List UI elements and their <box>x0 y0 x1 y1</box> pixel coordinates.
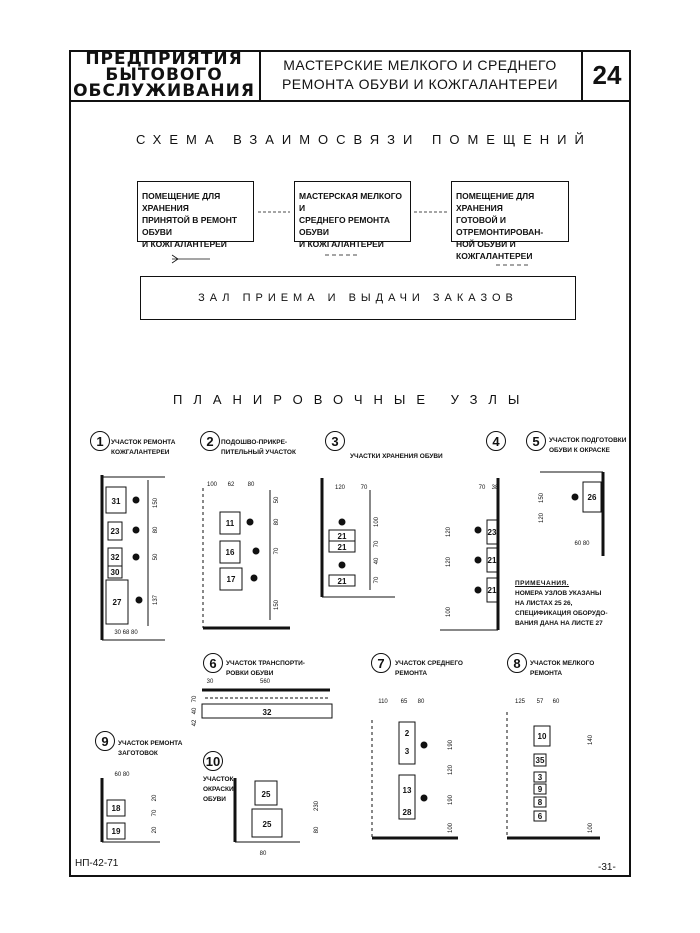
room-line: ПРИНЯТОЙ В РЕМОНТ ОБУВИ <box>142 215 238 237</box>
eq-label: 26 <box>587 493 597 502</box>
dim-label: 57 <box>536 699 544 705</box>
label-line: ОБУВИ <box>203 796 226 803</box>
eq-label: 31 <box>111 497 121 506</box>
dim-label: 70 <box>274 547 280 555</box>
seat-icon <box>339 519 345 525</box>
note-line: НА ЛИСТАХ 25 26, <box>515 600 573 607</box>
dim-label: 70 <box>152 809 158 817</box>
eq-label: 3 <box>537 773 543 782</box>
label-line: ЗАГОТОВОК <box>118 750 158 757</box>
seat-icon <box>421 795 427 801</box>
eq-label: 13 <box>402 786 412 795</box>
unit-8-number: 8 <box>507 653 527 673</box>
label-line: ПИТЕЛЬНЫЙ УЧАСТОК <box>221 449 296 456</box>
dim-label: 80 <box>153 526 159 534</box>
label-line: РЕМОНТА <box>395 670 428 677</box>
units-title: ПЛАНИРОВОЧНЫЕ УЗЛЫ <box>173 392 531 407</box>
seat-icon <box>247 519 253 525</box>
org-line: ОБСЛУЖИВАНИЯ <box>73 81 255 101</box>
eq-label: 21 <box>487 586 497 595</box>
dim-label: 560 <box>259 679 271 685</box>
dim-label: 120 <box>334 485 346 491</box>
dim-label: 150 <box>539 492 545 504</box>
eq-label: 9 <box>537 785 543 794</box>
eq-label: 21 <box>337 543 347 552</box>
sheet-number: 24 <box>592 59 622 90</box>
dim-label: 100 <box>374 516 380 528</box>
label-line: УЧАСТОК МЕЛКОГО <box>530 660 595 667</box>
dim-label: 100 <box>446 606 452 618</box>
unit-10-number: 10 <box>203 751 223 771</box>
dim-label: 80 <box>314 826 320 834</box>
room-line: И КОЖГАЛАНТЕРЕИ <box>299 239 384 249</box>
eq-label: 27 <box>112 598 122 607</box>
room-line: НОЙ ОБУВИ И КОЖГАЛАНТЕРЕИ <box>456 239 533 261</box>
label-line: ОБУВИ К ОКРАСКЕ <box>549 447 610 454</box>
seat-icon <box>475 587 481 593</box>
page-number: -31- <box>598 862 616 873</box>
room-line: СРЕДНЕГО РЕМОНТА ОБУВИ <box>299 215 390 237</box>
dim-label: 100 <box>588 822 594 834</box>
dim-label: 62 <box>227 482 235 488</box>
eq-label: 18 <box>111 804 121 813</box>
unit-2-number: 2 <box>200 431 220 451</box>
dim-label: 50 <box>274 496 280 504</box>
dim-label: 120 <box>448 764 454 776</box>
label-line: УЧАСТОК РЕМОНТА <box>118 740 183 747</box>
title-line: МАСТЕРСКИЕ МЕЛКОГО И СРЕДНЕГО <box>283 57 557 73</box>
unit-4-number: 4 <box>486 431 506 451</box>
dim-label: 70 <box>374 576 380 584</box>
dim-label: 20 <box>152 794 158 802</box>
eq-label: 21 <box>337 532 347 541</box>
hall-reception: ЗАЛ ПРИЕМА И ВЫДАЧИ ЗАКАЗОВ <box>140 276 576 320</box>
dim-label: 50 <box>153 553 159 561</box>
note-line: СПЕЦИФИКАЦИЯ ОБОРУДО- <box>515 610 608 617</box>
eq-label: 6 <box>537 812 543 821</box>
eq-label: 23 <box>110 527 120 536</box>
unit-6-number: 6 <box>203 653 223 673</box>
label-line: ОКРАСКИ <box>203 786 234 793</box>
eq-label: 25 <box>261 790 271 799</box>
dim-label: 120 <box>446 556 452 568</box>
eq-label: 30 <box>110 568 120 577</box>
dim-label: 30 <box>206 679 214 685</box>
eq-label: 3 <box>404 747 410 756</box>
unit-8-plan <box>507 712 600 838</box>
dim-label: 70 <box>478 485 486 491</box>
seat-icon <box>475 527 481 533</box>
dim-label: 120 <box>539 512 545 524</box>
eq-label: 16 <box>225 548 235 557</box>
dim-label: 42 <box>192 719 198 727</box>
seat-icon <box>133 527 139 533</box>
eq-label: 25 <box>262 820 272 829</box>
note-line: НОМЕРА УЗЛОВ УКАЗАНЫ <box>515 590 602 597</box>
eq-label: 21 <box>487 556 497 565</box>
eq-label: 2 <box>404 729 410 738</box>
eq-label: 17 <box>226 575 236 584</box>
eq-label: 28 <box>402 808 412 817</box>
dim-label: 150 <box>274 599 280 611</box>
dim-label: 190 <box>448 739 454 751</box>
scheme-title: СХЕМА ВЗАИМОСВЯЗИ ПОМЕЩЕНИЙ <box>136 132 592 147</box>
eq-label: 35 <box>535 756 545 765</box>
label-line: УЧАСТОК ТРАНСПОРТИ- <box>226 660 305 667</box>
dim-label: 125 <box>514 699 526 705</box>
room-line: ПОМЕЩЕНИЕ ДЛЯ ХРАНЕНИЯ <box>456 191 535 213</box>
eq-label: 19 <box>111 827 121 836</box>
eq-label: 23 <box>487 528 497 537</box>
dim-label: 80 <box>417 699 425 705</box>
unit-9-number: 9 <box>95 731 115 751</box>
room-line: ГОТОВОЙ И ОТРЕМОНТИРОВАН- <box>456 215 544 237</box>
seat-icon <box>421 742 427 748</box>
dim-label: 100 <box>206 482 218 488</box>
eq-label: 11 <box>225 519 235 528</box>
dim-label: 120 <box>446 526 452 538</box>
title-line: РЕМОНТА ОБУВИ И КОЖГАЛАНТЕРЕИ <box>281 76 559 92</box>
unit-3-number: 3 <box>325 431 345 451</box>
seat-icon <box>133 497 139 503</box>
dim-label: 190 <box>448 794 454 806</box>
label-line: ПОДОШВО-ПРИКРЕ- <box>221 439 288 446</box>
org-line: БЫТОВОГО <box>105 65 223 85</box>
dim-label: 38 <box>491 485 499 491</box>
seat-icon <box>251 575 257 581</box>
dim-label: 80 <box>274 518 280 526</box>
eq-label: 32 <box>110 553 120 562</box>
label-line: УЧАСТОК РЕМОНТА <box>111 439 176 446</box>
unit-5-number: 5 <box>526 431 546 451</box>
dim-label: 60 80 <box>114 772 130 778</box>
eq-label: 8 <box>537 798 543 807</box>
seat-icon <box>253 548 259 554</box>
notes-heading: ПРИМЕЧАНИЯ. <box>515 580 570 587</box>
dim-label: 140 <box>588 734 594 746</box>
dim-label: 110 <box>378 699 388 705</box>
scheme-arrows <box>172 212 530 265</box>
dim-label: 230 <box>314 800 320 812</box>
label-line: РЕМОНТА <box>530 670 563 677</box>
dim-label: 80 <box>247 482 255 488</box>
dim-label: 40 <box>192 707 198 715</box>
dim-label: 137 <box>153 594 159 606</box>
dim-label: 65 <box>400 699 408 705</box>
seat-icon <box>475 557 481 563</box>
eq-label: 21 <box>337 577 347 586</box>
label-line: УЧАСТОК ПОДГОТОВКИ <box>549 437 627 444</box>
unit-7-plan <box>372 720 458 838</box>
eq-label: 10 <box>537 732 547 741</box>
label-line: КОЖГАЛАНТЕРЕИ <box>111 449 170 456</box>
dim-label: 150 <box>153 497 159 509</box>
seat-icon <box>133 554 139 560</box>
label-line: УЧАСТОК СРЕДНЕГО <box>395 660 463 667</box>
unit-10-plan <box>235 778 300 842</box>
dim-label: 70 <box>192 695 198 703</box>
unit-3-plan <box>322 478 395 597</box>
seat-icon <box>572 494 578 500</box>
note-line: ВАНИЯ ДАНА НА ЛИСТЕ 27 <box>515 620 603 627</box>
label-line: РОВКИ ОБУВИ <box>226 670 274 677</box>
dim-label: 40 <box>374 557 380 565</box>
dim-label: 70 <box>374 540 380 548</box>
dim-label: 20 <box>152 826 158 834</box>
org-line: ПРЕДПРИЯТИЯ <box>85 49 243 69</box>
label-line: УЧАСТОК <box>203 776 234 783</box>
unit-7-number: 7 <box>371 653 391 673</box>
eq-label: 32 <box>262 708 272 717</box>
room-line: ПОМЕЩЕНИЕ ДЛЯ ХРАНЕНИЯ <box>142 191 221 213</box>
unit-5-plan <box>540 472 603 556</box>
dim-label: 60 <box>552 699 560 705</box>
unit-1-number: 1 <box>90 431 110 451</box>
dim-label: 60 80 <box>574 541 590 547</box>
dim-label: 70 <box>360 485 368 491</box>
label-line: УЧАСТКИ ХРАНЕНИЯ ОБУВИ <box>350 453 443 460</box>
dim-label: 80 <box>259 851 267 857</box>
dim-label: 30 68 80 <box>114 630 138 636</box>
dim-label: 100 <box>448 822 454 834</box>
room-line: И КОЖГАЛАНТЕРЕИ <box>142 239 227 249</box>
document-code: НП-42-71 <box>75 858 119 869</box>
seat-icon <box>136 597 142 603</box>
room-line: МАСТЕРСКАЯ МЕЛКОГО И <box>299 191 403 213</box>
seat-icon <box>339 562 345 568</box>
